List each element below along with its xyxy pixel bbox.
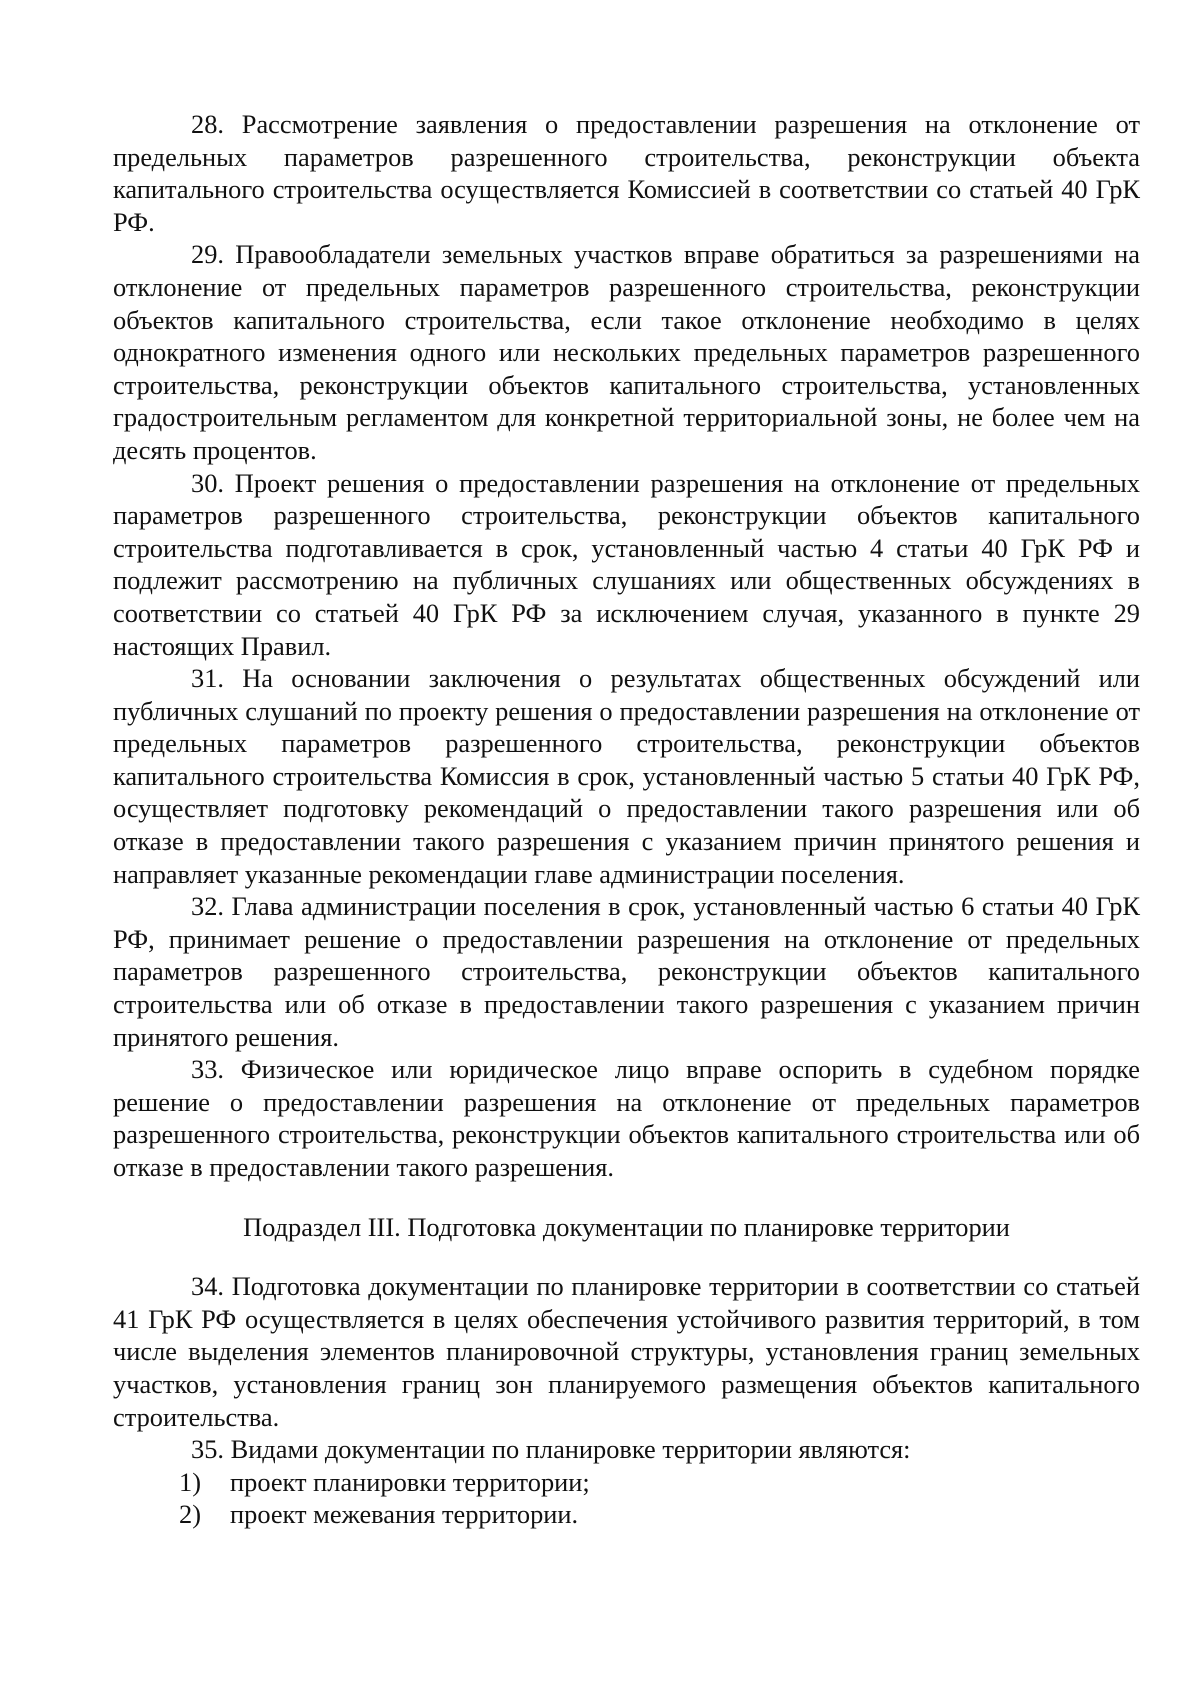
list-item-text: проект межевания территории. [230,1499,579,1530]
subsection-title: Подраздел III. Подготовка документации по планировке территории [243,1211,1010,1242]
document-page [113,108,1140,1531]
list-item [113,1498,1140,1531]
paragraph-33: 33. Физическое или юридическое лицо вправе оспорить в судебном порядке решение о предоставлении разрешения на отклонение от предельных параметров разрешенного строительства, реконструкции объектов капитального строительства или об отказе в предоставлении такого разрешения. [113,1054,1140,1182]
paragraph-32: 32. Глава администрации поселения в срок, установленный частью 6 статьи 40 ГрК РФ, принимает решение о предоставлении разрешения на отклонение от предельных параметров разрешенного строительства, реконструкции объектов капитального строительства или об отказе в предоставлении такого разрешения с указанием причин принятого решения. [113,891,1140,1052]
paragraph-29: 29. Правообладатели земельных участков вправе обратиться за разрешениями на отклонение от предельных параметров разрешенного строительства, реконструкции объектов капитального строительства, если такое отклонение необходимо в целях однократного изменения одного или нескольких предельных параметров разрешенного строительства, реконструкции объектов капитального строительства, установленных градостроительным регламентом для конкретной территориальной зоны, не более чем на десять процентов. [113,239,1140,465]
list-item [113,1466,1140,1499]
list-item-number: 2) [179,1499,201,1530]
paragraph-28: 28. Рассмотрение заявления о предоставлении разрешения на отклонение от предельных параметров разрешенного строительства, реконструкции объекта капитального строительства осуществляется Комиссией в соответствии со статьей 40 ГрК РФ. [113,109,1140,237]
paragraph-31: 31. На основании заключения о результатах общественных обсуждений или публичных слушаний по проекту решения о предоставлении разрешения на отклонение от предельных параметров разрешенного строительства, реконструкции объектов капитального строительства Комиссия в срок, установленный частью 5 статьи 40 ГрК РФ, осуществляет подготовку рекомендаций о предоставлении такого разрешения или об отказе в предоставлении такого разрешения с указанием причин принятого решения и направляет указанные рекомендации главе администрации поселения. [113,663,1140,889]
list-item-text: проект планировки территории; [230,1466,590,1497]
paragraph-34: 34. Подготовка документации по планировке территории в соответствии со статьей 41 ГрК РФ осуществляется в целях обеспечения устойчивого развития территорий, в том числе выделения элементов планировочной структуры, установления границ земельных участков, установления границ зон планируемого размещения объектов капитального строительства. [113,1271,1140,1432]
paragraph-30: 30. Проект решения о предоставлении разрешения на отклонение от предельных параметров разрешенного строительства, реконструкции объектов капитального строительства подготавливается в срок, установленный частью 4 статьи 40 ГрК РФ и подлежит рассмотрению на публичных слушаниях или общественных обсуждениях в соответствии со статьей 40 ГрК РФ за исключением случая, указанного в пункте 29 настоящих Правил. [113,467,1140,661]
list-item-number: 1) [179,1466,201,1497]
documentation-types-list [113,1466,1140,1531]
paragraph-35: 35. Видами документации по планировке территории являются: [191,1434,911,1465]
